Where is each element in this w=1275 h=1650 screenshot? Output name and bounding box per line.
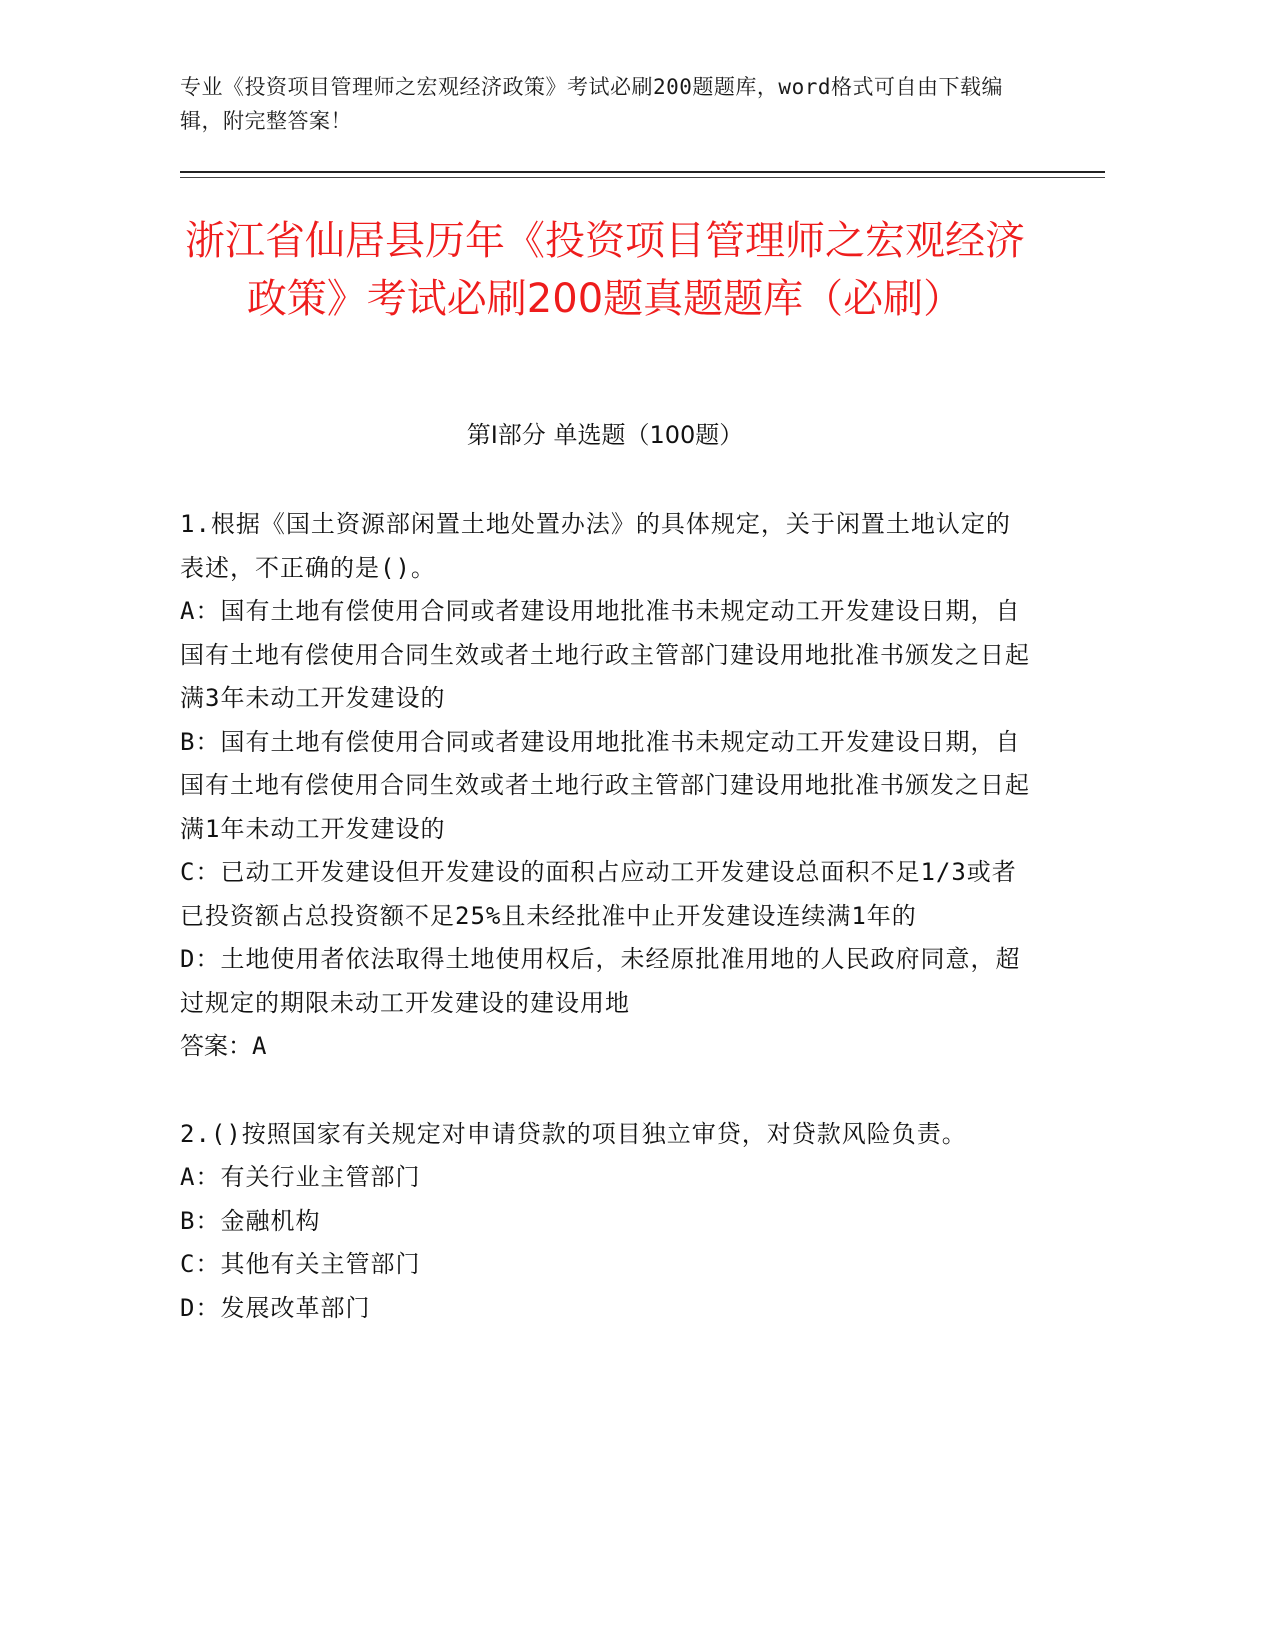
- option-d: D：发展改革部门: [180, 1293, 371, 1322]
- option-c: C：其他有关主管部门: [180, 1250, 421, 1278]
- answer-line: [180, 1025, 1030, 1069]
- option-b: B：国有土地有偿使用合同或者建设用地批准书未规定动工开发建设日期，自国有土地有偿使用合同生效或者土地行政主管部门建设用地批准书颁发之日起满1年未动工开发建设的: [180, 727, 1030, 843]
- option-c: C：已动工开发建设但开发建设的面积占应动工开发建设总面积不足1/3或者已投资额占总投资额不足25%且未经批准中止开发建设连续满1年的: [180, 858, 1017, 930]
- option-a: A：国有土地有偿使用合同或者建设用地批准书未规定动工开发建设日期，自国有土地有偿使用合同生效或者土地行政主管部门建设用地批准书颁发之日起满3年未动工开发建设的: [180, 597, 1030, 712]
- question-1: [180, 503, 1030, 1069]
- header-rule-thin: [180, 177, 1105, 178]
- document-title: 浙江省仙居县历年《投资项目管理师之宏观经济政策》考试必刷200题真题题库（必刷）: [185, 218, 1025, 322]
- section-title: 第Ⅰ部分 单选题（100题）: [466, 421, 744, 449]
- question-stem: 1.根据《国土资源部闲置土地处置办法》的具体规定，关于闲置土地认定的表述，不正确的是()。: [180, 510, 1011, 582]
- header-note: 专业《投资项目管理师之宏观经济政策》考试必刷200题题库，word格式可自由下载编辑，附完整答案！: [180, 75, 1003, 133]
- option-d: D：土地使用者依法取得土地使用权后，未经原批准用地的人民政府同意，超过规定的期限未动工开发建设的建设用地: [180, 945, 1021, 1017]
- answer-label: 答案：: [180, 1032, 252, 1060]
- answer-value: A: [252, 1032, 267, 1060]
- header-rule-thick: [180, 171, 1105, 173]
- option-b: B：金融机构: [180, 1206, 321, 1235]
- question-2: [180, 1113, 1030, 1331]
- question-list: [180, 503, 1030, 1374]
- question-stem: 2.()按照国家有关规定对申请贷款的项目独立审贷，对贷款风险负责。: [180, 1119, 967, 1148]
- option-a: A：有关行业主管部门: [180, 1163, 421, 1191]
